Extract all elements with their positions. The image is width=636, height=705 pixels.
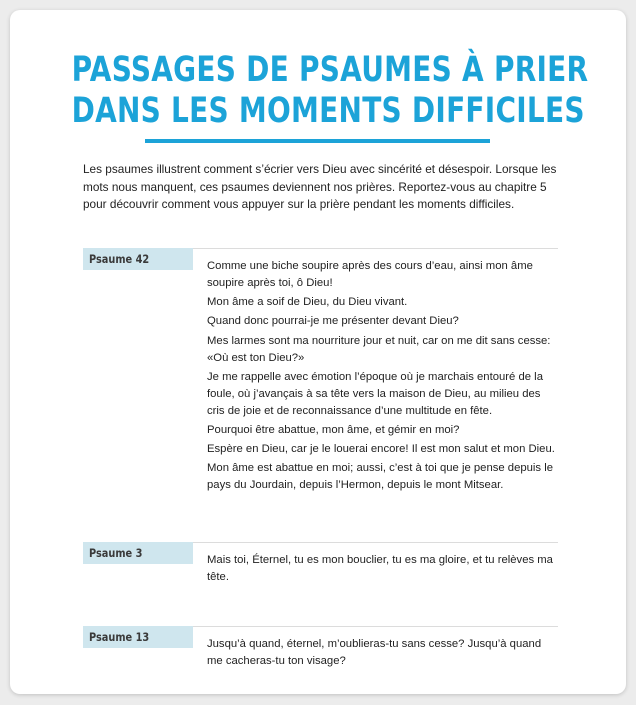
psalm-verses [207, 258, 557, 497]
verse: Mes larmes sont ma nourriture jour et nuit, car on me dit sans cesse: «Où est ton Dieu?» [207, 334, 551, 364]
psalm-label-text: Psaume 13 [89, 630, 150, 644]
divider [193, 542, 558, 543]
psalm-verses [207, 552, 557, 588]
verse: Je me rappelle avec émotion l’époque où je marchais entouré de la foule, où j’avançais à sa tête vers la maison de Dieu, au milieu des cris de joie et de reconnaissance d’une multitude en fête. [207, 370, 543, 417]
page-title [71, 50, 589, 132]
verse: Mon âme a soif de Dieu, du Dieu vivant. [207, 296, 408, 309]
document-page [10, 10, 626, 694]
divider [193, 248, 558, 249]
verse: Jusqu’à quand, éternel, m’oublieras-tu sans cesse? Jusqu’à quand me cacheras-tu ton visage? [207, 638, 542, 667]
intro-paragraph: Les psaumes illustrent comment s’écrier vers Dieu avec sincérité et désespoir. Lorsque les mots nous manquent, ces psaumes deviennent nos prières. Reportez-vous au chapitre 5 pour découvrir comment vous appuyer sur la prière pendant les moments difficiles. [83, 162, 557, 211]
psalm-label [83, 248, 193, 270]
verse: Pourquoi être abattue, mon âme, et gémir en moi? [207, 423, 460, 436]
psalm-label [83, 542, 193, 564]
psalm-label [83, 626, 193, 648]
psalm-label-text: Psaume 42 [89, 252, 150, 266]
verse: Espère en Dieu, car je le louerai encore! Il est mon salut et mon Dieu. [207, 443, 555, 456]
divider [193, 626, 558, 627]
verse: Comme une biche soupire après des cours d’eau, ainsi mon âme soupire après toi, ô Dieu! [207, 260, 533, 289]
verse: Quand donc pourrai-je me présenter devant Dieu? [207, 315, 459, 328]
page-title-line-2: DANS LES MOMENTS DIFFICILES [71, 91, 585, 131]
verse: Mon âme est abattue en moi; aussi, c’est à toi que je pense depuis le pays du Jourdain, depuis l’Hermon, depuis le mont Mitsear. [207, 462, 554, 492]
verse: Mais toi, Éternel, tu es mon bouclier, tu es ma gloire, et tu relèves ma tête. [207, 554, 553, 583]
psalm-label-text: Psaume 3 [89, 546, 143, 560]
title-underline [145, 139, 490, 143]
page-title-line-1: PASSAGES DE PSAUMES À PRIER [71, 50, 589, 90]
psalm-verses [207, 636, 557, 672]
